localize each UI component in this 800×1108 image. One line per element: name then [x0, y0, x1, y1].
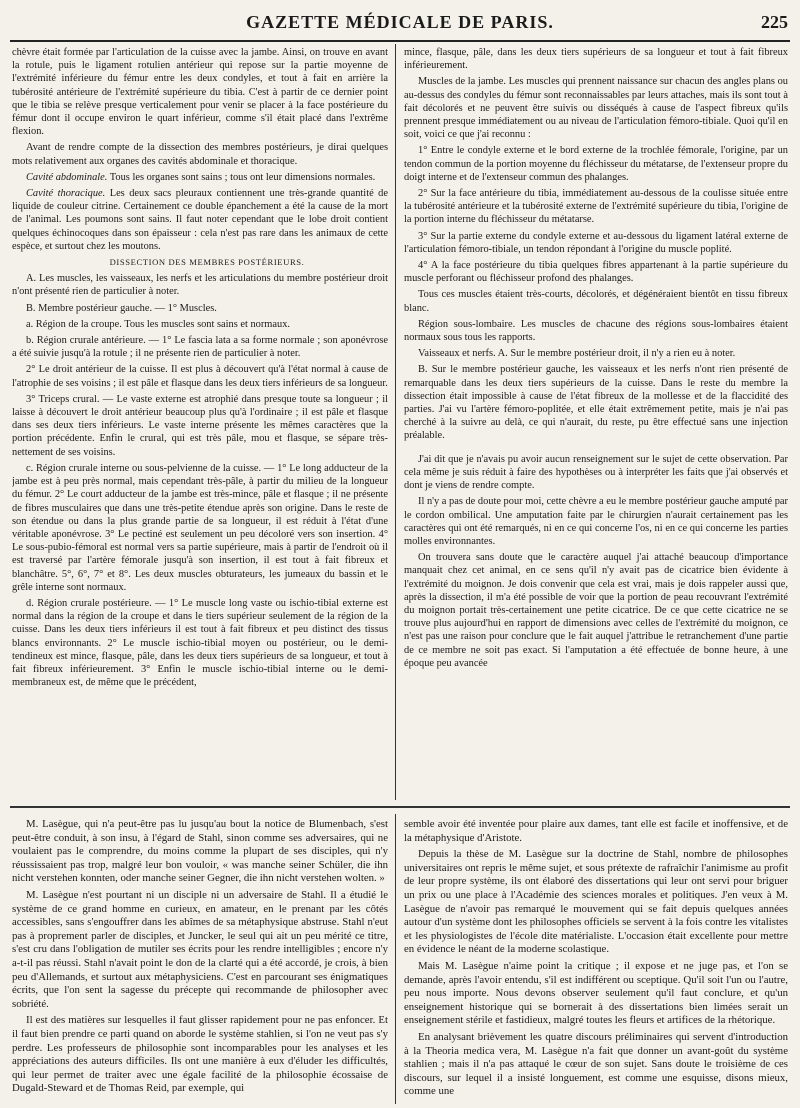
subheading: Cavité abdominale.: [26, 171, 108, 183]
bottom-right-column: [404, 818, 788, 1102]
paragraph: M. Lasègue, qui n'a peut-être pas lu jusqu'au bout la notice de Blumenbach, s'est peut-être conduit, à son insu, à l'égard de Stahl, sinon comme ses adversaires, qui ne voulaient pas le comprendre, du moins comme la plupart de ses disciples, qui n'y réussissaient pas trop, malgré leur bon vouloir, « was manche seiner Schüler, die ihn nicht verstehen konnten, oder manche seiner Gegner, die ihn nicht verstehen wolten. »: [12, 818, 388, 885]
paragraph: mince, flasque, pâle, dans les deux tiers supérieurs de sa longueur et tout à fait fibreux inférieurement.: [404, 47, 788, 72]
paragraph: [12, 187, 388, 253]
paragraph: Muscles de la jambe. Les muscles qui prennent naissance sur chacun des angles plans ou au-dessus des condyles du fémur sont reconnaissables par leurs attaches, mais ils sont tout à fait décolorés et ne peuvent être suivis ou disséqués à cause de l'aspect fibreux qu'ils prennent presque immédiatement ou au niveau de l'articulation fémoro-tibiale. Quoi qu'il en soit, voici ce que j'ai reconnu :: [404, 76, 788, 141]
subheading: Cavité thoracique.: [26, 188, 106, 200]
paragraph: On trouvera sans doute que le caractère auquel j'ai attaché beaucoup d'importance manquait chez cet animal, en ce sens qu'il n'y avait pas de cicatrice bien évidente à l'extrémité du moignon. Je dois convenir que cela est vrai, mais je dois rappeler aussi que, après la dissection, il m'a été possible de voir que la portion de peau recouvrant l'extrémité du moignon portait très-certainement une petite cicatrice. De ce que cette cicatrice ne se trouve plus aujourd'hui en rapport de dimensions avec celles de l'extrémité du moignon, ce n'est pas une raison pour conclure que le fait auquel j'attribue le retranchement d'une partie de ce membre ne soit pas exact. Si l'amputation a été effectuée de bonne heure, à une époque peu avancée: [404, 552, 788, 669]
paragraph: semble avoir été inventée pour plaire aux dames, tant elle est facile et inoffensive, et de la métaphysique d'Aristote.: [404, 818, 788, 844]
paragraph: [12, 171, 388, 184]
paragraph: c. Région crurale interne ou sous-pelvienne de la cuisse. — 1° Le long adducteur de la jambe est à peu près normal, mais cependant très-pâle, à partir du milieu de la longueur du fémur. 2° Le court adducteur de la jambe est très-mince, pâle et flasque ; il ne présente de fibres musculaires que dans une très-petite étendue après son origine. Dans le reste de son étendue ou dans la plus grande partie de sa longueur, il est réduit à l'état d'une véritable aponévrose. 3° Le pectiné est seulement un peu décoloré vers son insertion. 4° Le sous-pubio-fémoral est normal vers sa partie supérieure, mais à partir de l'endroit où il est traversé par l'artère fémorale jusqu'à son insertion, il est tout à fait fibreux et blanchâtre. 5°, 6°, 7° et 8°. Les deux muscles obturateurs, les jumeaux du bassin et le grêle interne sont normaux.: [12, 462, 388, 593]
column-divider-bottom: [395, 814, 396, 1104]
paragraph: 1° Entre le condyle externe et le bord externe de la trochlée fémorale, l'origine, par un tendon commun de la portion moyenne du fléchisseur du métatarse, de l'extenseur propre du doigt interne et de l'extenseur commun des phalanges.: [404, 145, 788, 183]
paragraph: b. Région crurale antérieure. — 1° Le fascia lata a sa forme normale ; son aponévrose a été suivie jusqu'à la rotule ; il ne présente rien de particulier à noter.: [12, 335, 388, 360]
paragraph: Il est des matières sur lesquelles il faut glisser rapidement pour ne pas enfoncer. Et il faut bien prendre ce parti quand on aborde le système stahlien, si l'on ne veut pas s'y perdre. Les professeurs de philosophie sont incomparables pour les analyses et les appréciations des auteurs difficiles. Ils ont une manière à eux d'éluder les difficultés, qui leur permet de traiter avec une égale facilité de la philosophie écossaise de Dugald-Steward et de Thomas Reid, par exemple, qui: [12, 1014, 388, 1095]
top-right-column: [404, 46, 788, 798]
section-title: DISSECTION DES MEMBRES POSTÉRIEURS.: [109, 257, 305, 268]
paragraph-text: Les deux sacs pleuraux contiennent une très-grande quantité de liquide de couleur citrine. Certainement ce double épanchement a été la cause de la mort de l'animal. Les poumons sont sains. Il faut noter cependant que le lobe droit contient quelques échinocoques dans son épaisseur : cela n'est pas rare dans les animaux de cette espèce, et surtout chez les moutons.: [12, 188, 388, 252]
paragraph: B. Membre postérieur gauche. — 1° Muscles.: [26, 302, 217, 314]
paragraph: M. Lasègue n'est pourtant ni un disciple ni un adversaire de Stahl. Il a étudié le système de ce grand homme en curieux, en amateur, en le prenant par les côtés accessibles, sans s'engouffrer dans les abîmes de sa métaphysique abstruse. Stahl n'eut pas à proprement parler de disciples, et Juncker, le seul qui ait un peu mérité ce titre, s'est cru dans l'obligation de mutiler ses écrits pour les rendre intelligibles ; encore n'y a-t-il pas réussi. Stahl n'avait point le don de la clarté qui a été accordé, je crois, à bien peu d'Allemands, et surtout aux métaphysiciens. C'est en parcourant ses énigmatiques écrits, que l'on sent la sagesse du précepte qui recommande de philosopher avec sobriété.: [12, 888, 388, 1010]
page-header: [10, 8, 790, 42]
top-left-column: [12, 46, 388, 798]
page-number: 225: [761, 12, 788, 32]
paragraph: Région sous-lombaire. Les muscles de chacune des régions sous-lombaires étaient normaux sous tous les rapports.: [404, 318, 788, 344]
section-divider: [10, 806, 790, 808]
paragraph: 4° A la face postérieure du tibia quelques fibres appartenant à la partie supérieure du muscle perforant ou fléchisseur profond des phalanges.: [404, 260, 788, 285]
paragraph: d. Région crurale postérieure. — 1° Le muscle long vaste ou ischio-tibial externe est normal dans la région de la croupe et dans le tiers supérieur seulement de la région de la cuisse. Dans les deux tiers inférieurs il est tout à fait fibreux et peu distinct des tissus blancs environnants. 2° Le muscle ischio-tibial moyen ou postérieur, ou le demi-tendineux est mince, flasque, pâle, dans les deux tiers supérieurs de sa longueur, et tout à fait fibreux inférieurement. 3° Enfin le muscle ischio-tibial interne ou le demi-membraneux est, de même que le précédent,: [12, 597, 388, 689]
paragraph: Tous ces muscles étaient très-courts, décolorés, et dégénéraient bientôt en tissu fibreux blanc.: [404, 289, 788, 314]
journal-title: GAZETTE MÉDICALE DE PARIS.: [246, 12, 554, 32]
paragraph: Avant de rendre compte de la dissection des membres postérieurs, je dirai quelques mots relativement aux organes des cavités abdominale et thoracique.: [12, 142, 388, 167]
paragraph: A. Les muscles, les vaisseaux, les nerfs et les articulations du membre postérieur droit n'ont présenté rien de particulier à noter.: [12, 273, 388, 298]
paragraph: chèvre était formée par l'articulation de la cuisse avec la jambe. Ainsi, on trouve en avant la rotule, puis le ligament rotulien antérieur qui repose sur la partie moyenne de l'extrémité inférieure du fémur entre les deux condyles, et tout à fait en arrière la tubérosité antérieure de l'extrémité supérieure du tibia. C'est à partir de ce dernier point que le tibia se relève presque verticalement pour venir se placer à la face postérieure du fémur dont il occupe environ le quart inférieur, comme s'il était placé dans l'extrême flexion.: [12, 47, 388, 138]
paragraph: Depuis la thèse de M. Lasègue sur la doctrine de Stahl, nombre de philosophes universitaires ont repris le même sujet, et sous prétexte de rafraîchir l'animisme au profit de leur propre système, ils ont élaboré des dissertations qui leur ont servi pour briguer un prix ou une place à l'Académie des sciences morales et politiques. J'en veux à M. Lasègue de n'avoir pas remarqué le mouvement qui se fait depuis quelques années autour d'un système dont les philosophes officiels se servent à la fois contre les vitalistes et les physiologistes de l'école dite matérialiste. L'occasion était excellente pour mettre en évidence le néant de la moderne scolastique.: [404, 848, 788, 956]
bottom-left-column: [12, 818, 388, 1102]
column-divider-top: [395, 44, 396, 800]
paragraph: 3° Triceps crural. — Le vaste externe est atrophié dans presque toute sa longueur ; il laisse à découvert le droit antérieur beaucoup plus qu'à l'ordinaire ; il est pâle et flasque dans ses deux tiers inférieurs. Le vaste interne présente les mêmes caractères que la portion précédente. Enfin le crural, qui est très pâle, mou et flasque, se sépare très-nettement de ses voisins.: [12, 393, 388, 458]
paragraph-text: Tous les organes sont sains ; tous ont leur dimensions normales.: [107, 171, 376, 183]
paragraph: Mais M. Lasègue n'aime point la critique ; il expose et ne juge pas, et l'on se demande, après l'avoir entendu, s'il est indifférent ou sceptique. Qu'il soit l'un ou l'autre, peu nous importe. Nous devons observer seulement qu'il faut conclure, et qu'un enseignement historique qui se bornerait à des dissertations bien limées serait un enseignement stérile et fastidieux, malgré toutes les fleurs et artifices de la rhétorique.: [404, 959, 788, 1027]
paragraph: 2° Sur la face antérieure du tibia, immédiatement au-dessous de la coulisse située entre la tubérosité antérieure et la tubérosité externe de l'extrémité supérieure du tibia, l'origine de la portion interne du fléchisseur du métatarse.: [404, 188, 788, 226]
paragraph: 3° Sur la partie externe du condyle externe et au-dessous du ligament latéral externe de l'articulation fémoro-tibiale, un tendon répondant à l'origine du muscle poplité.: [404, 230, 788, 255]
paragraph: Il n'y a pas de doute pour moi, cette chèvre a eu le membre postérieur gauche amputé par le cordon ombilical. Une amputation faite par le chirurgien n'aurait certainement pas les caractères qui ont été remarqués, ni en ce qui concerne l'os, ni en ce qui concerne les parties molles environnantes.: [404, 496, 788, 547]
paragraph: En analysant brièvement les quatre discours préliminaires qui servent d'introduction à la Theoria medica vera, M. Lasègue n'a fait que donner un avant-goût du système stahlien ; mais il n'a pas attaqué le cœur de son sujet. Sans doute le troisième de ces discours, sur lequel il a insisté longuement, est comme une esquisse, disons mieux, comme une: [404, 1030, 788, 1098]
paragraph: B. Sur le membre postérieur gauche, les vaisseaux et les nerfs n'ont rien présenté de remarquable dans les deux tiers supérieurs de la cuisse. Dans le reste du membre la dissection était impossible à cause de l'état fibreux de la mollesse et de la flaccidité des parties. J'ai vu l'artère fémoro-poplitée, et elle était extrêmement petite, mais je n'ai pas cherché à la suivre au delà, ce qui n'aurait, du reste, pu être effectué sans une injection préalable.: [404, 364, 788, 442]
paragraph: a. Région de la croupe. Tous les muscles sont sains et normaux.: [26, 318, 290, 330]
paragraph: Vaisseaux et nerfs. A. Sur le membre postérieur droit, il n'y a rien eu à noter.: [418, 348, 736, 360]
paragraph: J'ai dit que je n'avais pu avoir aucun renseignement sur le sujet de cette observation. Par cela même je suis réduit à faire des hypothèses ou à interpréter les faits que j'ai observés et dont je viens de rendre compte.: [404, 453, 788, 492]
paragraph: 2° Le droit antérieur de la cuisse. Il est plus à découvert qu'à l'état normal à cause de l'atrophie de ses voisins ; il est pâle et flasque dans les deux tiers inférieurs de sa longueur.: [12, 364, 388, 389]
